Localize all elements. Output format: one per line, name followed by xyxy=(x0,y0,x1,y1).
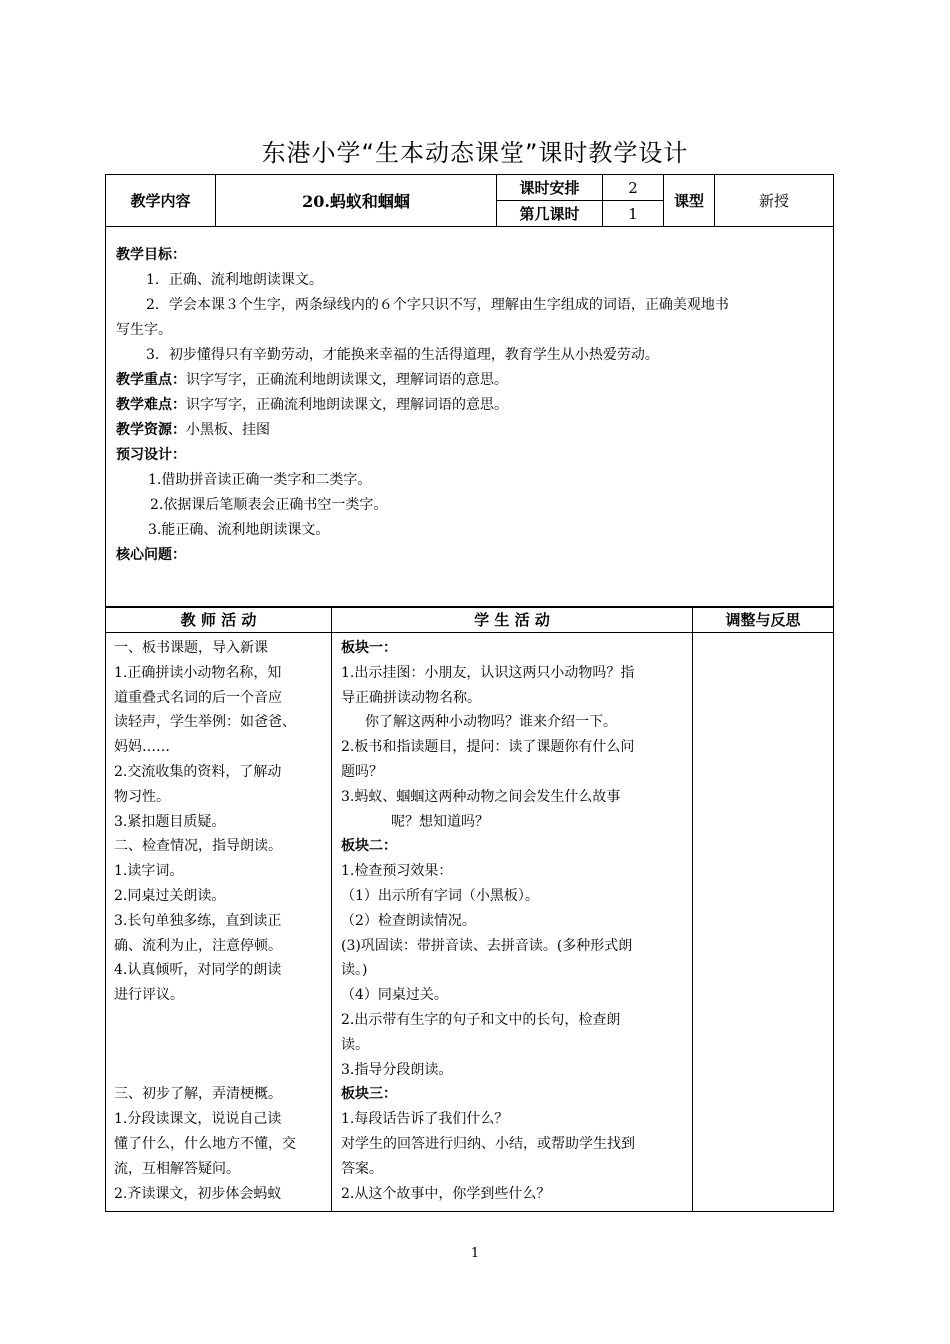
teacher-activity-line: 妈妈…… xyxy=(114,739,170,756)
student-activity-line: 1.检查预习效果： xyxy=(341,863,453,880)
preview-item: 2.依据课后笔顺表会正确书空一类字。 xyxy=(150,497,388,513)
goal-item: 写生字。 xyxy=(116,322,172,338)
student-activity-line: 2.从这个故事中，你学到些什么？ xyxy=(341,1185,551,1202)
teacher-activity-line: 三、初步了解，弄清梗概。 xyxy=(114,1086,282,1103)
goal-item: 2．学会本课３个生字，两条绿线内的６个字只识不写，理解由生字组成的词语，正确美观地书 xyxy=(146,297,729,313)
student-activity-line: 你了解这两种小动物吗？谁来介绍一下。 xyxy=(365,714,617,731)
schedule-label: 课时安排 xyxy=(497,175,603,201)
student-activity-line: 导正确拼读动物名称。 xyxy=(341,689,481,706)
student-activity-line: 1.出示挂图：小朋友，认识这两只小动物吗？指 xyxy=(341,664,635,681)
teacher-activity-line: 二、检查情况，指导朗读。 xyxy=(114,838,282,855)
teacher-activity-line: 确、流利为止，注意停顿。 xyxy=(114,937,282,954)
goal-item: 3．初步懂得只有辛勤劳动，才能换来幸福的生活得道理，教育学生从小热爱劳动。 xyxy=(146,347,659,363)
student-activity-line: 1.每段话告诉了我们什么？ xyxy=(341,1111,509,1128)
preview-label: 预习设计： xyxy=(116,447,186,463)
lesson-header-table xyxy=(105,174,834,227)
teacher-activity-line: 2.交流收集的资料，了解动 xyxy=(114,764,282,780)
teacher-header: 教 师 活 动 xyxy=(180,611,257,629)
content-label: 教学内容 xyxy=(106,175,216,227)
student-activity-line: 3.蚂蚁、蝈蝈这两种动物之间会发生什么故事 xyxy=(341,788,621,805)
student-activity-line: 呢？想知道吗？ xyxy=(391,813,489,830)
teacher-activity-line: 懂了什么，什么地方不懂，交 xyxy=(114,1136,296,1152)
student-activity-line: 题吗？ xyxy=(341,764,383,780)
student-column xyxy=(341,608,689,1211)
student-activity-line: 答案。 xyxy=(341,1160,383,1177)
reflect-header: 调整与反思 xyxy=(725,611,801,629)
student-section-title: 板块二： xyxy=(341,838,397,855)
key-label: 教学重点： xyxy=(116,372,186,388)
column-divider xyxy=(331,608,332,1211)
content-value: 20.蚂蚁和蝈蝈 xyxy=(216,175,497,227)
teacher-activity-line: 道重叠式名词的后一个音应 xyxy=(114,689,282,706)
teacher-activity-line: 4.认真倾听，对同学的朗读 xyxy=(114,962,282,979)
teacher-activity-line: 2.同桌过关朗读。 xyxy=(114,888,226,904)
activities-table xyxy=(105,607,834,1212)
student-activity-line: (3)巩固读：带拼音读、去拼音读。(多种形式朗 xyxy=(341,937,633,954)
teacher-activity-line: 一、板书课题，导入新课 xyxy=(114,640,268,656)
preview-item: 3.能正确、流利地朗读课文。 xyxy=(148,522,330,538)
student-activity-line: 读。) xyxy=(341,962,368,979)
type-label: 课型 xyxy=(664,175,715,227)
page-title: 东港小学“生本动态课堂”课时教学设计 xyxy=(261,139,689,167)
resource-label: 教学资源： xyxy=(116,422,186,438)
student-activity-line: 2.板书和指读题目，提问：读了课题你有什么问 xyxy=(341,739,635,756)
resource-text: 小黑板、挂图 xyxy=(186,422,270,438)
page-number: 1 xyxy=(470,1246,480,1261)
teacher-activity-line: 1.读字词。 xyxy=(114,863,184,880)
type-value: 新授 xyxy=(715,175,834,227)
objectives-section xyxy=(105,227,834,607)
key-point xyxy=(116,368,823,393)
resources xyxy=(116,418,823,443)
student-activity-line: 对学生的回答进行归纳、小结，或帮助学生找到 xyxy=(341,1136,635,1152)
period-label: 第几课时 xyxy=(497,201,603,227)
student-section-title: 板块一： xyxy=(341,640,397,656)
student-activity-line: 读。 xyxy=(341,1036,369,1053)
student-activity-line: （4）同桌过关。 xyxy=(341,987,448,1004)
reflection-column xyxy=(693,608,833,1211)
difficult-label: 教学难点： xyxy=(116,397,186,413)
difficult-point xyxy=(116,393,823,418)
teacher-activity-line: 物习性。 xyxy=(114,788,170,805)
teacher-activity-line: 1.分段读课文，说说自己读 xyxy=(114,1111,282,1128)
teacher-activity-line: 读轻声，学生举例：如爸爸、 xyxy=(114,714,296,731)
core-label: 核心问题： xyxy=(116,547,186,563)
preview-item: 1.借助拼音读正确一类字和二类字。 xyxy=(148,472,372,488)
schedule-value: 2 xyxy=(603,175,664,201)
teacher-activity-line: 3.紧扣题目质疑。 xyxy=(114,813,226,830)
teacher-activity-line: 进行评议。 xyxy=(114,987,184,1004)
student-activity-line: （1）出示所有字词（小黑板）。 xyxy=(341,888,539,904)
goal-label: 教学目标： xyxy=(116,247,186,263)
student-header: 学 生 活 动 xyxy=(474,611,550,629)
goal-item: 1．正确、流利地朗读课文。 xyxy=(146,272,323,288)
student-section-title: 板块三： xyxy=(341,1086,397,1103)
student-activity-line: （2）检查朗读情况。 xyxy=(341,912,476,929)
difficult-text: 识字写字，正确流利地朗读课文，理解词语的意思。 xyxy=(186,397,508,413)
student-activity-line: 2.出示带有生字的句子和文中的长句，检查朗 xyxy=(341,1012,621,1028)
teacher-activity-line: 流，互相解答疑问。 xyxy=(114,1160,240,1177)
period-value: 1 xyxy=(603,201,664,227)
teacher-activity-line: 2.齐读课文，初步体会蚂蚁 xyxy=(114,1185,282,1202)
teacher-column xyxy=(114,608,328,1211)
teacher-activity-line: 3.长句单独多练，直到读正 xyxy=(114,912,282,929)
student-activity-line: 3.指导分段朗读。 xyxy=(341,1061,453,1078)
teacher-activity-line: 1.正确拼读小动物名称，知 xyxy=(114,664,282,681)
key-text: 识字写字，正确流利地朗读课文，理解词语的意思。 xyxy=(186,372,508,388)
